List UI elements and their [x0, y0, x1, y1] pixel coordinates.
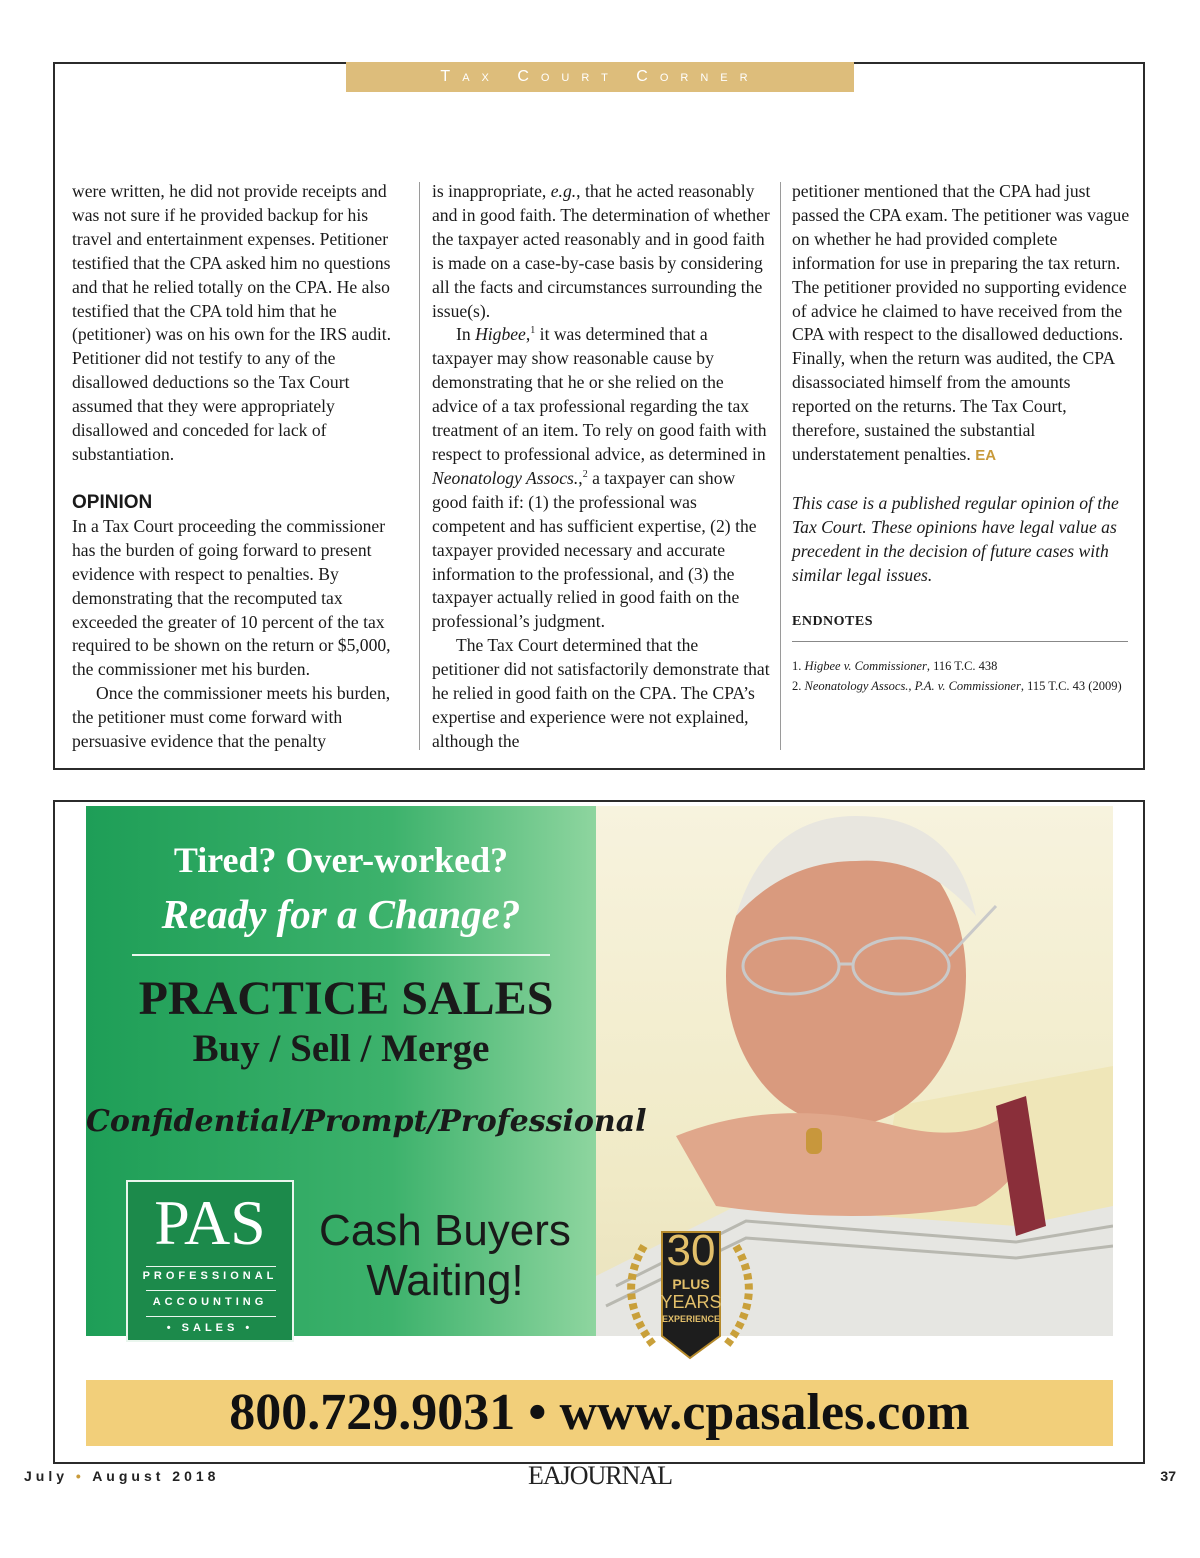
column-divider	[419, 182, 420, 750]
contact-text: 800.729.9031 • www.cpasales.com	[229, 1384, 970, 1441]
ad-tagline: Confidential/Prompt/Professional	[86, 1104, 647, 1139]
article-column-3	[792, 180, 1130, 696]
case-note: This case is a published regular opinion of the Tax Court. These opinions have legal value as precedent in the decision of future cases with similar legal issues.	[792, 492, 1119, 585]
column-divider	[780, 182, 781, 750]
pas-logo-letters: PAS	[154, 1187, 266, 1258]
ad-subheadline: Buy / Sell / Merge	[192, 1027, 490, 1070]
ad-divider	[132, 954, 550, 956]
logo-word: PROFESSIONAL	[142, 1270, 278, 1282]
badge-plus: PLUS	[672, 1276, 710, 1292]
badge-number: 30	[666, 1226, 716, 1275]
badge-years: YEARS	[660, 1292, 722, 1312]
article-column-1	[72, 180, 410, 754]
paragraph: In a Tax Court proceeding the commissioner has the burden of going forward to present evidence with respect to penalties. By demonstrating that the recomputed tax exceeded the greater of 10 percent of the tax required to be shown on the return or $5,000, the commissioner met his burden.	[72, 515, 391, 680]
footnote-ref: 2	[582, 469, 588, 481]
endnotes-list	[792, 656, 1130, 696]
paragraph: In Higbee,$^1$ it was determined that a taxpayer may show reasonable cause by demonstrating that he or she relied on the advice of a tax professional regarding the tax treatment of an item. To rely on good faith with respect to professional advice, as determined in Neonatology Assocs.,$^2$ a taxpayer can show good faith if: (1) the professional was competent and has sufficient expertise, (2) the taxpayer provided necessary and accurate information to the professional, and (3) the taxpayer actually relied in good faith on the professional’s judgment.	[432, 324, 767, 632]
experience-badge	[604, 1226, 776, 1366]
cash-buyers-text: Cash Buyers Waiting!	[319, 1206, 571, 1305]
ad-headline-tired: Tired? Over-worked?	[173, 840, 509, 880]
pas-logo	[126, 1180, 294, 1342]
paragraph: Once the commissioner meets his burden, the petitioner must come forward with persuasive evidence that the penalty	[72, 683, 391, 752]
ad-headline-practice-sales: PRACTICE SALES	[138, 972, 554, 1025]
logo-rule	[146, 1266, 276, 1267]
endnote-item: 2. Neonatology Assocs., P.A. v. Commissioner, 115 T.C. 43 (2009)	[792, 679, 1122, 694]
footer-issue-date: July • August 2018	[24, 1468, 220, 1484]
badge-experience: EXPERIENCE	[661, 1314, 721, 1324]
logo-rule	[146, 1290, 276, 1291]
paragraph: The Tax Court determined that the petitioner did not satisfactorily demonstrate that he relied in good faith on the CPA. The CPA’s expertise and experience were not explained, although the	[432, 635, 770, 751]
logo-word: ACCOUNTING	[152, 1296, 268, 1308]
paragraph: were written, he did not provide receipts and was not sure if he provided backup for his travel and entertainment expenses. Petitioner testified that the CPA asked him no questions and that he relied totally on the CPA. He also testified that the CPA told him that he (petitioner) was on his own for the IRS audit. Petitioner did not testify to any of the disallowed deductions so the Tax Court assumed that they were appropriately disallowed and conceded for lack of substantiation.	[72, 181, 392, 464]
ad-headline-change: Ready for a Change?	[161, 891, 521, 937]
logo-word: • SALES •	[166, 1322, 254, 1334]
endnote-item: 1. Higbee v. Commissioner, 116 T.C. 438	[792, 659, 998, 674]
paragraph: petitioner mentioned that the CPA had just passed the CPA exam. The petitioner was vague on whether he had provided complete information for use in preparing the tax return. The petitioner provided no supporting evidence of advice he claimed to have received from the CPA with respect to the disallowed deductions. Finally, when the return was audited, the CPA disassociated himself from the amounts reported on the returns. The Tax Court, therefore, sustained the substantial understatement penalties. EA	[792, 181, 1130, 464]
article-column-2	[432, 180, 770, 754]
journal-logo: EAJOURNAL	[527, 1461, 673, 1490]
section-heading: OPINION	[72, 491, 153, 513]
paragraph: is inappropriate, e.g., that he acted reasonably and in good faith. The determination of whether the taxpayer acted reasonably and in good faith is made on a case-by-case basis by considering all the facts and circumstances surrounding the issue(s).	[432, 181, 770, 321]
endnotes-title: ENDNOTES	[792, 610, 1128, 643]
footnote-ref: 1	[530, 325, 536, 337]
section-banner: Tax Court Corner	[346, 62, 854, 92]
logo-rule	[146, 1316, 276, 1317]
ea-end-mark: EA	[975, 446, 997, 464]
page-number: 37	[1160, 1468, 1176, 1484]
